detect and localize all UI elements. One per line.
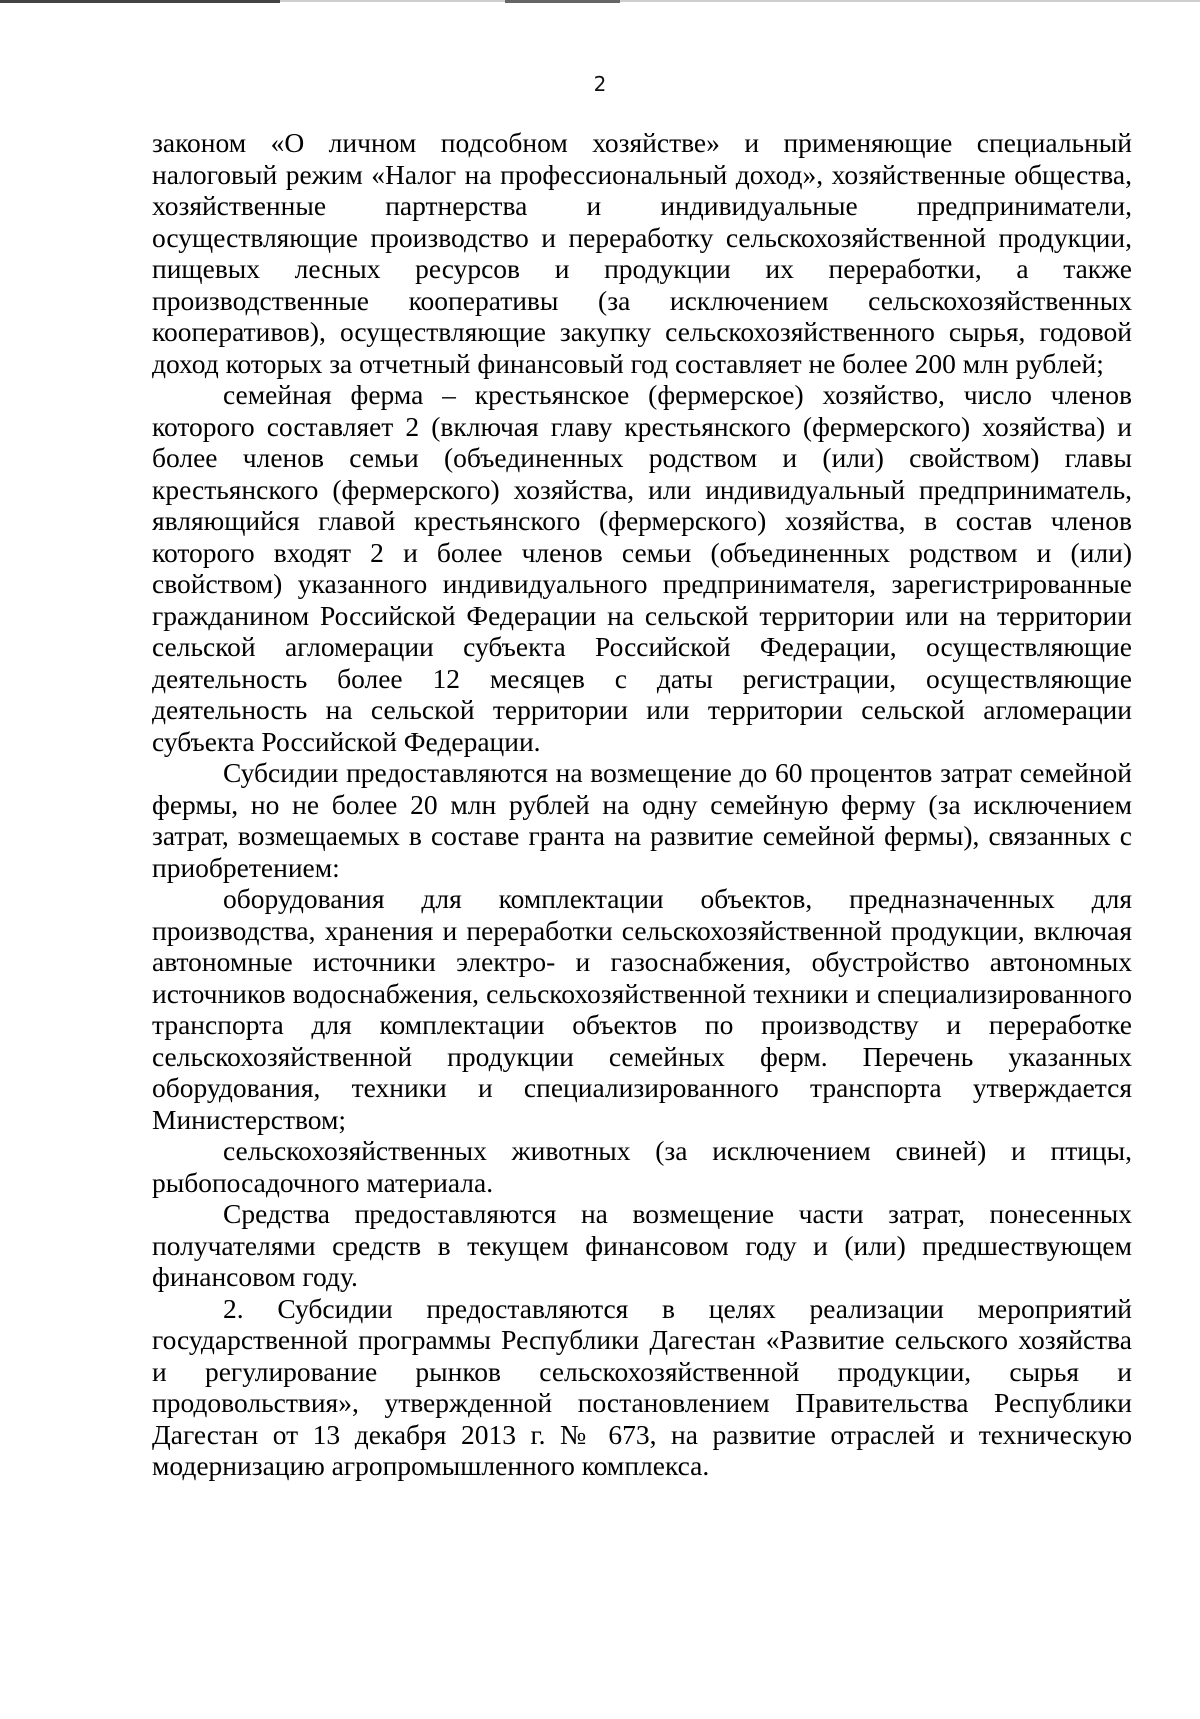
paragraph-livestock: сельскохозяйственных животных (за исключением свиней) и птицы, рыбопосадочного материала. (152, 1135, 1132, 1198)
paragraph-section-2: 2. Субсидии предоставляются в целях реализации мероприятий государственной программы Республики Дагестан «Развитие сельского хозяйства и регулирование рынков сельскохозяйственной продукции, сырья и продовольствия», утвержденной постановлением Правительства Республики Дагестан от 13 декабря 2013 г. № 673, на развитие отраслей и техническую модернизацию агропромышленного комплекса. (152, 1292, 1132, 1481)
paragraph-funds-compensation: Средства предоставляются на возмещение части затрат, понесенных получателями средств в текущем финансовом году и (или) предшествующем финансовом году. (152, 1198, 1132, 1292)
paragraph-subsidy-amount: Субсидии предоставляются на возмещение до 60 процентов затрат семейной фермы, но не более 20 млн рублей на одну семейную ферму (за исключением затрат, возмещаемых в составе гранта на развитие семейной фермы), связанных с приобретением: (152, 757, 1132, 883)
scan-mark-left (0, 0, 280, 3)
page-number: 2 (593, 72, 607, 96)
document-body (152, 127, 1132, 1482)
paragraph-equipment: оборудования для комплектации объектов, предназначенных для производства, хранения и переработки сельскохозяйственной продукции, включая автономные источники электро- и газоснабжения, обустройство автономных источников водоснабжения, сельскохозяйственной техники и специализированного транспорта для комплектации объектов по производству и переработке сельскохозяйственной продукции семейных ферм. Перечень указанных оборудования, техники и специализированного транспорта утверждается Министерством; (152, 883, 1132, 1135)
scan-mark-middle (505, 0, 620, 3)
paragraph-continuation: законом «О личном подсобном хозяйстве» и применяющие специальный налоговый режим «Налог на профессиональный доход», хозяйственные общества, хозяйственные партнерства и индивидуальные предприниматели, осуществляющие производство и переработку сельскохозяйственной продукции, пищевых лесных ресурсов и продукции их переработки, а также производственные кооперативы (за исключением сельскохозяйственных кооперативов), осуществляющие закупку сельскохозяйственного сырья, годовой доход которых за отчетный финансовый год составляет не более 200 млн рублей; (152, 127, 1132, 379)
paragraph-family-farm-definition: семейная ферма – крестьянское (фермерское) хозяйство, число членов которого составляет 2 (включая главу крестьянского (фермерского) хозяйства) и более членов семьи (объединенных родством и (или) свойством) главы крестьянского (фермерского) хозяйства, или индивидуальный предприниматель, являющийся главой крестьянского (фермерского) хозяйства, в состав членов которого входят 2 и более членов семьи (объединенных родством и (или) свойством) указанного индивидуального предпринимателя, зарегистрированные гражданином Российской Федерации на сельской территории или на территории сельской агломерации субъекта Российской Федерации, осуществляющие деятельность более 12 месяцев с даты регистрации, осуществляющие деятельность на сельской территории или территории сельской агломерации субъекта Российской Федерации. (152, 379, 1132, 757)
